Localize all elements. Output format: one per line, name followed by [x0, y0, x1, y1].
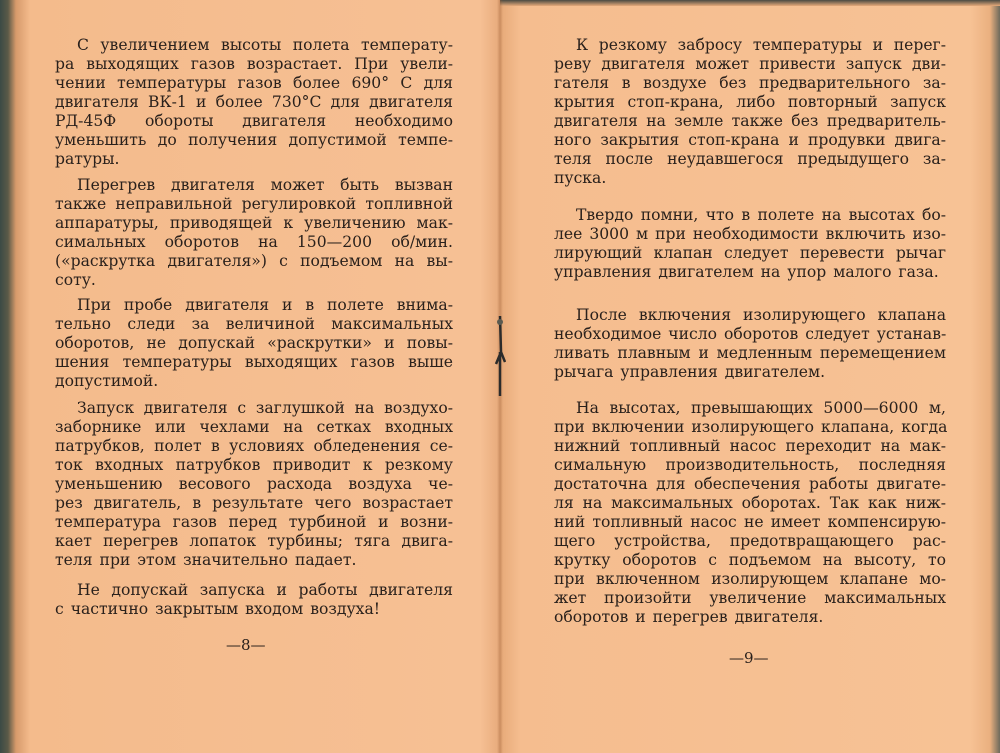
text-line: патрубков, полет в условиях обледенения се-	[55, 437, 453, 455]
text-line: Запуск двигателя с заглушкой на воздухо-	[77, 399, 453, 417]
text-line: рез двигатель, в результате чего возрастает	[55, 494, 453, 512]
text-line: шения температуры выходящих газов выше	[55, 353, 453, 371]
text-line: При пробе двигателя и в полете внима-	[77, 296, 453, 314]
text-line: симальных оборотов на 150—200 об/мин.	[55, 233, 453, 251]
text-line: крутку оборотов с подъемом на высоту, то	[554, 551, 946, 569]
text-line: реву двигателя может привести запуск дви-	[554, 55, 946, 73]
paragraph	[554, 36, 946, 188]
paragraph	[55, 296, 453, 391]
text-line: оборотов, не допускай «раскрутки» и повы-	[55, 334, 453, 352]
text-line: РД-45Ф обороты двигателя необходимо	[55, 112, 453, 130]
text-line: ратуры.	[55, 150, 120, 168]
text-line: заборнике или чехлами на сетках входных	[55, 418, 453, 436]
text-line: тельно следи за величиной максимальных	[55, 315, 453, 333]
text-line: оборотов и перегрев двигателя.	[554, 608, 824, 626]
text-line: ного закрытия стоп-крана и продувки двига-	[554, 131, 946, 149]
staple-icon	[494, 312, 506, 400]
paragraph	[55, 176, 453, 290]
text-line: при включении изолирующего клапана, когда	[554, 418, 948, 436]
text-line: чении температуры газов более 690° С для	[55, 74, 453, 92]
text-line: теля при этом значительно падает.	[55, 551, 357, 569]
paragraph	[554, 306, 946, 382]
text-line: ля на максимальных оборотах. Так как ниж-	[554, 494, 946, 512]
text-line: щего устройства, предотвращающего рас-	[554, 532, 946, 550]
text-line: кает перегрев лопаток турбины; тяга двига-	[55, 532, 453, 550]
paragraph	[554, 399, 946, 627]
page-number-left: —8—	[226, 636, 266, 654]
paragraph	[55, 36, 453, 169]
text-line: С увеличением высоты полета температу-	[77, 36, 453, 54]
text-line: гателя в воздухе без предварительного за-	[554, 74, 946, 92]
text-line: лее 3000 м при необходимости включить изо-	[554, 225, 946, 243]
text-line: при включенном изолирующем клапане мо-	[554, 570, 946, 588]
text-line: ливать плавным и медленным перемещением	[554, 344, 946, 362]
text-line: ний топливный насос не имеет компенсирую-	[554, 513, 946, 531]
text-line: Твердо помни, что в полете на высотах бо-	[576, 206, 946, 224]
text-line: необходимое число оборотов следует устанав-	[554, 325, 947, 343]
text-line: теля после неудавшегося предыдущего за-	[554, 150, 946, 168]
text-line: уменьшить до получения допустимой темпе-	[55, 131, 453, 149]
text-line: После включения изолирующего клапана	[576, 306, 946, 324]
text-line: ток входных патрубков приводит к резкому	[55, 456, 453, 474]
text-line: К резкому забросу температуры и перег-	[576, 36, 946, 54]
text-line: крытия стоп-крана, либо повторный запуск	[554, 93, 946, 111]
page-number-right: —9—	[729, 649, 769, 667]
text-line: жет произойти увеличение максимальных	[554, 589, 946, 607]
paragraph	[55, 581, 453, 619]
text-line: Не допускай запуска и работы двигателя	[77, 581, 453, 599]
paragraph	[554, 206, 946, 282]
paragraph	[55, 399, 453, 570]
text-line: аппаратуры, приводящей к увеличению мак-	[55, 214, 453, 232]
text-line: с частично закрытым входом воздуха!	[55, 600, 381, 618]
text-line: двигателя ВК-1 и более 730°С для двигателя	[55, 93, 453, 111]
text-line: двигателя на земле также без предваритель-	[554, 112, 946, 130]
text-line: ра выходящих газов возрастает. При увели-	[55, 55, 453, 73]
page-edge	[500, 0, 1000, 6]
text-line: достаточна для обеспечения работы двигате-	[554, 475, 946, 493]
text-line: рычага управления двигателем.	[554, 363, 826, 381]
text-line: уменьшению весового расхода воздуха че-	[55, 475, 453, 493]
text-line: нижний топливный насос переходит на мак-	[554, 437, 946, 455]
text-line: управления двигателем на упор малого газа.	[554, 263, 939, 281]
text-line: Перегрев двигателя может быть вызван	[77, 176, 453, 194]
text-line: температура газов перед турбиной и возни-	[55, 513, 453, 531]
text-line: На высотах, превышающих 5000—6000 м,	[576, 399, 946, 417]
text-line: также неправильной регулировкой топливной	[55, 195, 453, 213]
text-line: соту.	[55, 271, 96, 289]
text-line: пуска.	[554, 169, 607, 187]
text-line: («раскрутка двигателя») с подъемом на вы-	[55, 252, 453, 270]
text-line: симальную производительность, последняя	[554, 456, 946, 474]
text-line: допустимой.	[55, 372, 159, 390]
text-line: лирующий клапан следует перевести рычаг	[554, 244, 946, 262]
